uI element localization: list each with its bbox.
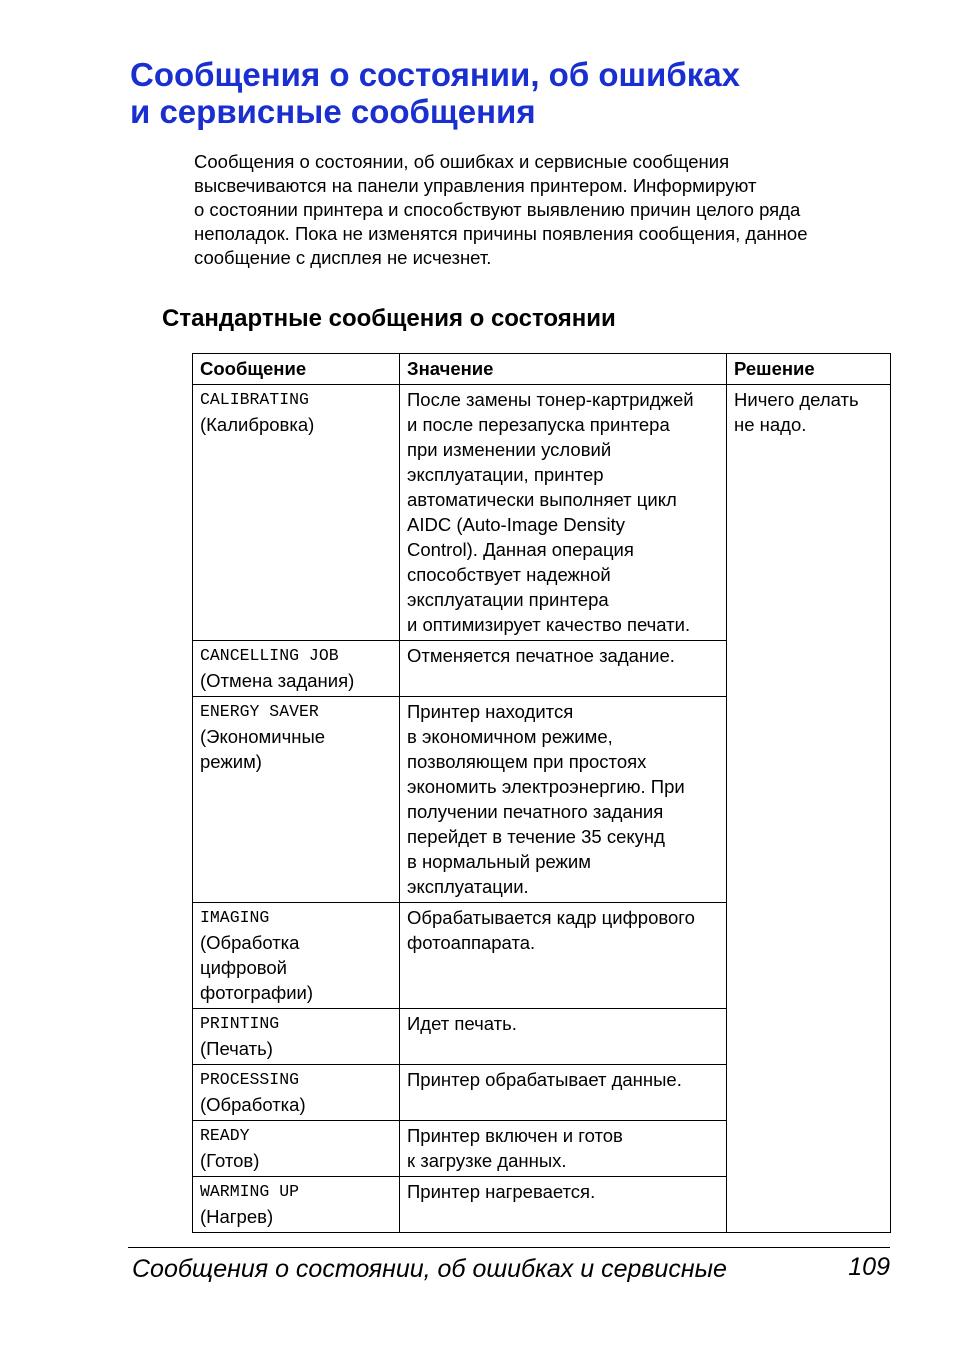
page-number: 109 — [848, 1253, 890, 1281]
meaning-line: фотоаппарата. — [407, 932, 536, 953]
message-label: (Печать) — [200, 1038, 273, 1059]
message-cell — [193, 697, 400, 903]
message-cell — [193, 1121, 400, 1177]
section-title: Стандартные сообщения о состоянии — [162, 305, 616, 332]
page-title — [130, 56, 910, 130]
meaning-line: AIDC (Auto-Image Density — [407, 514, 625, 535]
table-row — [193, 385, 891, 641]
meaning-line: получении печатного задания — [407, 801, 664, 822]
meaning-line: позволяющем при простоях — [407, 751, 647, 772]
meaning-cell — [400, 1121, 727, 1177]
message-label: (Нагрев) — [200, 1206, 274, 1227]
intro-line: Сообщения о состоянии, об ошибках и сервисные сообщения — [194, 151, 730, 172]
meaning-line: эксплуатации. — [407, 876, 529, 897]
meaning-cell — [400, 1177, 727, 1233]
message-cell — [193, 1065, 400, 1121]
message-label: (Калибровка) — [200, 414, 315, 435]
message-code: ENERGY SAVER — [200, 702, 319, 721]
message-code: IMAGING — [200, 908, 270, 927]
header-solution: Решение — [727, 354, 891, 385]
meaning-line: Обрабатывается кадр цифрового — [407, 907, 695, 928]
message-code: WARMING UP — [200, 1182, 300, 1201]
meaning-cell — [400, 903, 727, 1009]
message-cell — [193, 385, 400, 641]
table-header-row — [193, 354, 891, 385]
meaning-line: Отменяется печатное задание. — [407, 645, 675, 666]
meaning-cell — [400, 1065, 727, 1121]
meaning-line: и оптимизирует качество печати. — [407, 614, 691, 635]
intro-line: неполадок. Пока не изменятся причины появления сообщения, данное — [194, 223, 808, 244]
meaning-line: перейдет в течение 35 секунд — [407, 826, 665, 847]
intro-line: сообщение с дисплея не исчезнет. — [194, 247, 492, 268]
meaning-line: к загрузке данных. — [407, 1150, 567, 1171]
page-title-line: и сервисные сообщения — [130, 93, 536, 130]
meaning-cell — [400, 697, 727, 903]
message-label: (Экономичные режим) — [200, 726, 326, 772]
meaning-line: в нормальный режим — [407, 851, 591, 872]
message-cell — [193, 903, 400, 1009]
status-messages-table — [192, 353, 891, 1233]
meaning-line: эксплуатации принтера — [407, 589, 609, 610]
meaning-line: Принтер нагревается. — [407, 1181, 596, 1202]
meaning-cell — [400, 641, 727, 697]
message-code: PROCESSING — [200, 1070, 300, 1089]
message-label: (Готов) — [200, 1150, 260, 1171]
solution-line: Ничего делать — [734, 389, 859, 410]
meaning-line: эксплуатации, принтер — [407, 464, 604, 485]
message-label: (Обработка) — [200, 1094, 306, 1115]
meaning-cell — [400, 385, 727, 641]
header-meaning: Значение — [400, 354, 727, 385]
intro-line: о состоянии принтера и способствуют выявлению причин целого ряда — [194, 199, 801, 220]
meaning-line: экономить электроэнергию. При — [407, 776, 685, 797]
intro-line: высвечиваются на панели управления принтером. Информируют — [194, 175, 757, 196]
header-message: Сообщение — [193, 354, 400, 385]
footer-running-title: Сообщения о состоянии, об ошибках и сервисные — [132, 1255, 727, 1283]
table-body — [193, 385, 891, 1233]
message-code: CANCELLING JOB — [200, 646, 339, 665]
meaning-line: при изменении условий — [407, 439, 612, 460]
message-label: (Отмена задания) — [200, 670, 355, 691]
solution-cell — [727, 385, 891, 1233]
message-cell — [193, 1009, 400, 1065]
meaning-line: Принтер находится — [407, 701, 574, 722]
message-cell — [193, 1177, 400, 1233]
meaning-line: и после перезапуска принтера — [407, 414, 670, 435]
meaning-line: После замены тонер-картриджей — [407, 389, 694, 410]
meaning-line: Принтер обрабатывает данные. — [407, 1069, 682, 1090]
message-cell — [193, 641, 400, 697]
meaning-line: Идет печать. — [407, 1013, 517, 1034]
message-code: CALIBRATING — [200, 390, 309, 409]
meaning-line: автоматически выполняет цикл — [407, 489, 677, 510]
meaning-line: способствует надежной — [407, 564, 611, 585]
meaning-line: Control). Данная операция — [407, 539, 634, 560]
solution-line: не надо. — [734, 414, 807, 435]
message-code: READY — [200, 1126, 250, 1145]
message-label: (Обработка цифровой фотографии) — [200, 932, 314, 1003]
message-code: PRINTING — [200, 1014, 280, 1033]
meaning-line: Принтер включен и готов — [407, 1125, 623, 1146]
page-title-line: Сообщения о состоянии, об ошибках — [130, 56, 740, 93]
intro-paragraph — [194, 150, 894, 270]
meaning-cell — [400, 1009, 727, 1065]
meaning-line: в экономичном режиме, — [407, 726, 613, 747]
footer-divider — [128, 1247, 890, 1248]
